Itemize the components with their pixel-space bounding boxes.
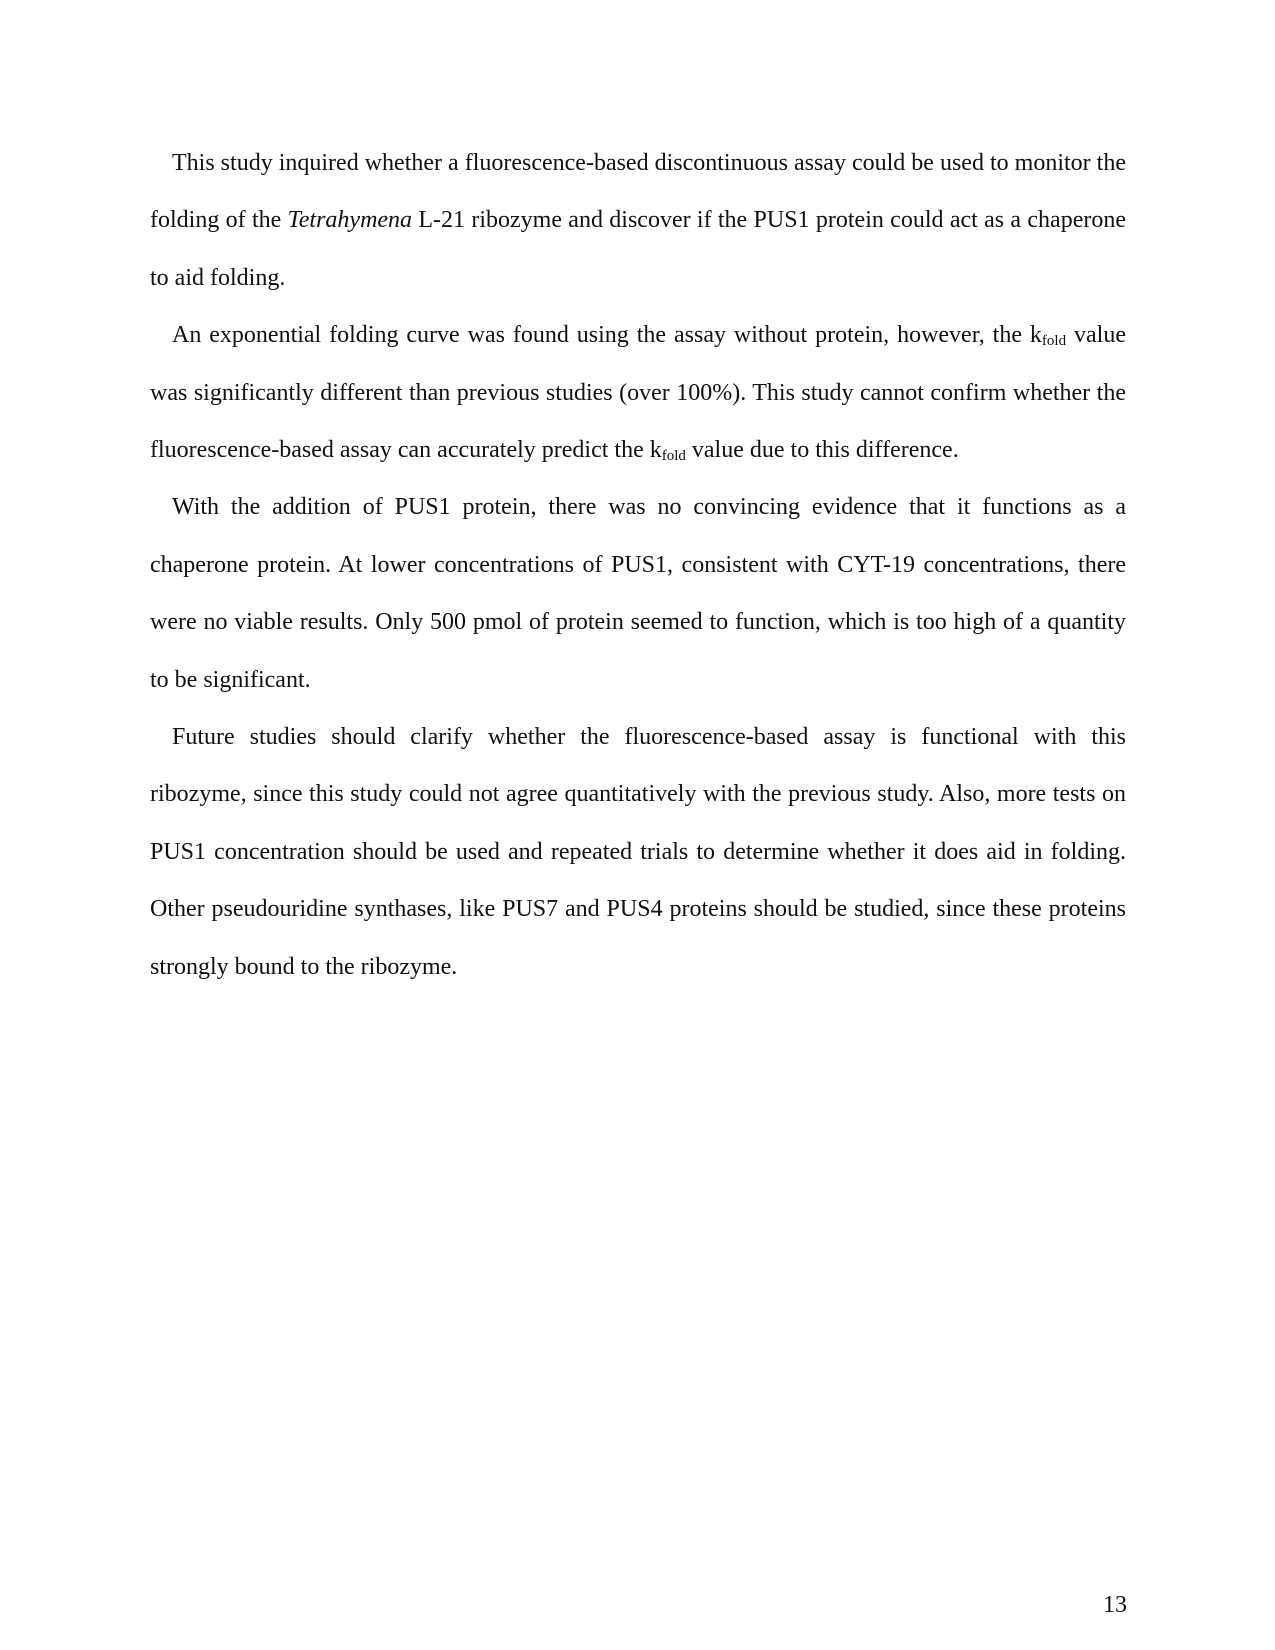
paragraph-text: L-21 ribozyme and discover if the PUS1 protein could act as a chaperone to aid folding. <box>150 207 1126 291</box>
paragraph-text: With the addition of PUS1 protein, there was no convincing evidence that it functions as a chaperone protein. At lower concentrations of PUS1, consistent with CYT-19 concentrations, there were no viable results. Only 500 pmol of protein seemed to function, which is too high of a quantity to be significant. <box>150 494 1126 693</box>
paragraph-future-studies <box>150 709 1126 996</box>
page-number: 13 <box>1103 1592 1127 1618</box>
paragraph-text: An exponential folding curve was found using the assay without protein, however, the k <box>172 322 1042 349</box>
paragraph-study-aim <box>150 135 1126 307</box>
paragraph-text: Future studies should clarify whether the fluorescence-based assay is functional with this ribozyme, since this study could not agree quantitatively with the previous study. Also, more tests on PUS1 concentration should be used and repeated trials to determine whether it does aid in folding. Other pseudouridine synthases, like PUS7 and PUS4 proteins should be studied, since these proteins strongly bound to the ribozyme. <box>150 724 1126 980</box>
paragraph-pus1-results <box>150 479 1126 709</box>
subscript-fold: fold <box>1041 333 1067 350</box>
organism-name: Tetrahymena <box>287 207 413 234</box>
paragraph-text: value due to this difference. <box>685 437 959 464</box>
body-text <box>150 135 1126 996</box>
paragraph-folding-curve <box>150 307 1126 479</box>
paragraph-text: This study inquired whether a fluorescence-based discontinuous assay could be used to monitor the folding of the <box>150 150 1126 234</box>
paragraph-text: value was significantly different than previous studies (over 100%). This study cannot confirm whether the fluorescence-based assay can accurately predict the k <box>150 322 1126 464</box>
subscript-fold: fold <box>661 448 686 465</box>
